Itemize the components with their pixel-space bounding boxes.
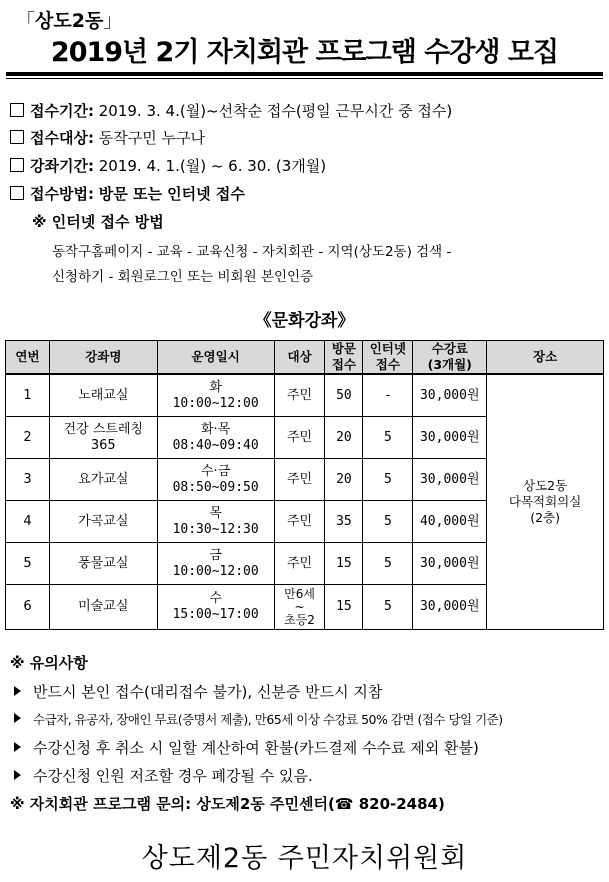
- checkbox-icon: [10, 186, 24, 200]
- tag-bracket-close: 」: [103, 10, 123, 32]
- internet-heading: ※ 인터넷 접수 방법: [32, 213, 164, 231]
- cell-day: 금: [209, 547, 222, 563]
- cell-day: 수: [209, 591, 222, 606]
- note-item: [14, 681, 382, 702]
- cell-target: 주민: [274, 501, 325, 543]
- cell-name: 요가교실: [49, 459, 157, 501]
- tag-text: 상도2동: [35, 10, 104, 32]
- header-visit: 방문 접수: [325, 341, 363, 375]
- program-table: [5, 340, 604, 630]
- cell-name: 풍물교실: [49, 543, 157, 585]
- cell-no: 5: [6, 543, 50, 585]
- cell-time: 15:00~17:00: [172, 607, 259, 622]
- cell-name: 노래교실: [49, 374, 157, 417]
- note-text: 반드시 본인 접수(대리접수 불가), 신분증 반드시 지참: [33, 683, 383, 701]
- page-title: 2019년 2기 자치회관 프로그램 수강생 모집: [50, 37, 559, 68]
- cell-schedule: [157, 585, 274, 630]
- table-row: [6, 374, 604, 417]
- contact-info: ※ 자치회관 프로그램 문의: 상도제2동 주민센터(☎ 820-2484): [10, 795, 445, 813]
- header-no: 연번: [6, 341, 50, 375]
- cell-schedule: [157, 543, 274, 585]
- cell-target: 주민: [274, 543, 325, 585]
- cell-schedule: [157, 374, 274, 417]
- header-schedule: 운영일시: [157, 341, 274, 375]
- cell-name: 건강 스트레칭 365: [49, 417, 157, 459]
- cell-no: 1: [6, 374, 50, 417]
- note-text: 수급자, 유공자, 장애인 무료(증명서 제출), 만65세 이상 수강료 50% 감면 (접수 당일 기준): [33, 712, 503, 727]
- note-item: [14, 765, 313, 786]
- cell-fee: 30,000원: [413, 459, 487, 501]
- cell-place: 상도2동 다목적회의실 (2층): [487, 374, 604, 630]
- cell-online: 5: [363, 543, 413, 585]
- title-underline: [6, 72, 603, 76]
- info-label: 접수방법:: [30, 185, 94, 203]
- cell-name: 미술교실: [49, 585, 157, 630]
- internet-steps-line1: 동작구홈페이지 - 교육 - 교육신청 - 자치회관 - 지역(상도2동) 검색 -: [52, 244, 452, 260]
- cell-day: 목: [209, 505, 222, 521]
- cell-fee: 40,000원: [413, 501, 487, 543]
- cell-target: 주민: [274, 459, 325, 501]
- triangle-bullet-icon: [14, 742, 21, 752]
- note-item: [14, 710, 503, 728]
- cell-schedule: [157, 417, 274, 459]
- info-label: 접수기간:: [30, 102, 94, 120]
- header-online: 인터넷 접수: [363, 341, 413, 375]
- info-value: 방문 또는 인터넷 접수: [98, 185, 245, 203]
- cell-target: 주민: [274, 417, 325, 459]
- info-value: 2019. 4. 1.(월) ~ 6. 30. (3개월): [98, 157, 327, 175]
- info-method: [10, 183, 245, 204]
- info-label: 접수대상:: [30, 129, 94, 147]
- note-text: 수강신청 후 취소 시 일할 계산하여 환불(카드결제 수수료 제외 환불): [33, 739, 479, 757]
- triangle-bullet-icon: [14, 713, 21, 723]
- cell-time: 08:50~09:50: [172, 479, 259, 495]
- info-label: 강좌기간:: [30, 157, 94, 175]
- cell-no: 2: [6, 417, 50, 459]
- cell-online: 5: [363, 417, 413, 459]
- note-item: [14, 737, 479, 758]
- cell-online: 5: [363, 459, 413, 501]
- cell-online: -: [363, 374, 413, 417]
- cell-day: 화·목: [201, 421, 231, 437]
- cell-no: 3: [6, 459, 50, 501]
- header-place: 장소: [487, 341, 604, 375]
- tag-bracket-open: 「: [16, 10, 36, 32]
- cell-time: 10:30~12:30: [172, 521, 259, 537]
- section-title: 《문화강좌》: [254, 311, 355, 331]
- note-text: 수강신청 인원 저조할 경우 폐강될 수 있음.: [33, 767, 313, 785]
- cell-name: 가곡교실: [49, 501, 157, 543]
- cell-time: 10:00~12:00: [172, 563, 259, 579]
- cell-visit: 20: [325, 417, 363, 459]
- cell-fee: 30,000원: [413, 585, 487, 630]
- footer-organization: 상도제2동 주민자치위원회: [141, 843, 468, 874]
- cell-visit: 15: [325, 585, 363, 630]
- cell-schedule: [157, 459, 274, 501]
- cell-visit: 15: [325, 543, 363, 585]
- cell-visit: 50: [325, 374, 363, 417]
- dong-tag: [16, 6, 122, 33]
- info-value: 2019. 3. 4.(월)~선착순 접수(평일 근무시간 중 접수): [98, 102, 453, 120]
- cell-day: 수·금: [201, 463, 231, 479]
- title-underline-thin: [6, 78, 603, 79]
- cell-fee: 30,000원: [413, 374, 487, 417]
- header-fee: 수강료 (3개월): [413, 341, 487, 375]
- cell-visit: 35: [325, 501, 363, 543]
- info-value: 동작구민 누구나: [98, 129, 205, 147]
- cell-fee: 30,000원: [413, 543, 487, 585]
- cell-online: 5: [363, 585, 413, 630]
- cell-day: 화: [209, 379, 222, 395]
- checkbox-icon: [10, 130, 24, 144]
- cell-no: 4: [6, 501, 50, 543]
- cell-schedule: [157, 501, 274, 543]
- info-target: [10, 127, 205, 148]
- cell-target: 만6세 ~ 초등2: [274, 585, 325, 630]
- info-period: [10, 100, 452, 121]
- internet-steps-line2: 신청하기 - 회원로그인 또는 비회원 본인인증: [52, 269, 314, 285]
- checkbox-icon: [10, 103, 24, 117]
- info-course-period: [10, 155, 326, 176]
- notes-heading: ※ 유의사항: [10, 654, 88, 672]
- triangle-bullet-icon: [14, 686, 21, 696]
- cell-online: 5: [363, 501, 413, 543]
- header-target: 대상: [274, 341, 325, 375]
- header-name: 강좌명: [49, 341, 157, 375]
- cell-no: 6: [6, 585, 50, 630]
- cell-fee: 30,000원: [413, 417, 487, 459]
- checkbox-icon: [10, 158, 24, 172]
- cell-time: 08:40~09:40: [172, 437, 259, 453]
- triangle-bullet-icon: [14, 770, 21, 780]
- cell-time: 10:00~12:00: [172, 395, 259, 411]
- cell-visit: 20: [325, 459, 363, 501]
- cell-target: 주민: [274, 374, 325, 417]
